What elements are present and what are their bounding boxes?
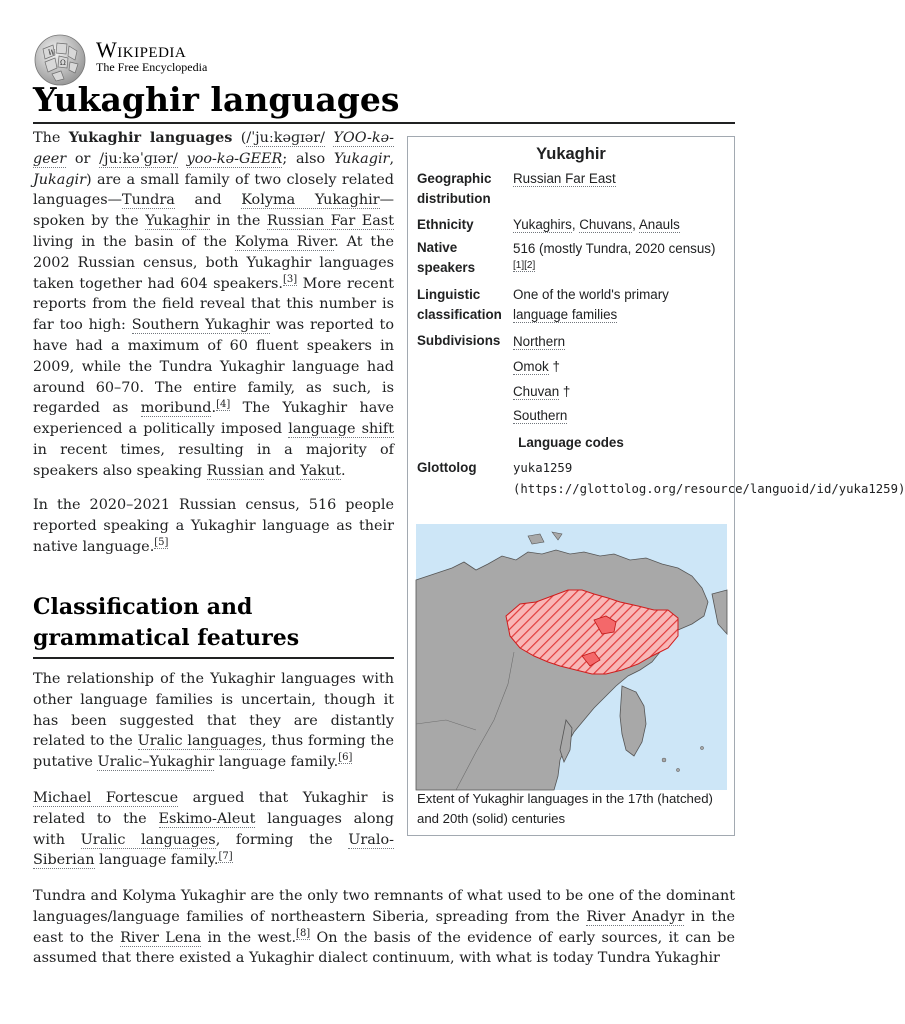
classification-paragraph-2: Michael Fortescue argued that Yukaghir is related to the Eskimo-Aleut languages along with Uralic languages, forming the Uralo-Siberian language family.[7]: [33, 790, 394, 869]
intro-paragraph: The Yukaghir languages (/ˈjuːkəɡɪər/ YOO-kə-geer or /juːkəˈɡɪər/ yoo-kə-GEER; also Yukagir, Jukagir) are a small family of two closely related languages—Tundra and Kolyma Yukaghir—spoken by the Yukaghir in the Russian Far East living in the basin of the Kolyma River. At the 2002 Russian census, both Yukaghir languages taken together had 604 speakers.[3] More recent reports from the field reveal that this number is far too high: Southern Yukaghir was reported to have had a maximum of 60 fluent speakers in 2009, while the Tundra Yukaghir language had around 60–70. The entire family, as such, is regarded as moribund.[4] The Yukaghir have experienced a politically imposed language shift in recent times, resulting in a majority of speakers also speaking Russian and Yakut.: [33, 129, 395, 479]
link-uralic-languages[interactable]: Uralic languages: [137, 733, 262, 750]
infobox-link-anauls[interactable]: Anauls: [638, 217, 680, 232]
infobox-link-chuvans[interactable]: Chuvans: [579, 217, 633, 232]
ipa-link-2[interactable]: /juːkəˈɡɪər/: [99, 150, 178, 167]
ref-4[interactable]: [4]: [216, 398, 231, 410]
link-yukaghir[interactable]: Yukaghir: [145, 213, 210, 230]
infobox-link-omok[interactable]: Omok: [513, 359, 549, 374]
link-kolyma-yukaghir[interactable]: Kolyma Yukaghir: [241, 192, 380, 209]
infobox-label-geographic: Geographic distribution: [417, 171, 492, 206]
respelling-link-1[interactable]: YOO-kə-geer: [33, 130, 394, 167]
infobox-label-glottolog: Glottolog: [417, 460, 477, 475]
infobox-label-classification: Linguistic classification: [417, 287, 502, 322]
section-heading: Classification and grammatical features: [33, 594, 300, 651]
page-title: Yukaghir languages: [33, 80, 400, 119]
classification-paragraph-1: The relationship of the Yukaghir languages with other language families is uncertain, though it has been suggested that they are distantly related to the Uralic languages, thus forming the putative Uralic–Yukaghir language family.[6]: [33, 671, 394, 771]
infobox: Yukaghir Geographic distribution Russian Far East Ethnicity Yukaghirs, Chuvans, Anauls Native speakers 516 (mostly Tundra, 2020 census)[1][2] Linguistic classification One of the world's primary language families Subdivisions Northern Omok † Chuvan † Southern Language codes Glottolog yuka1259 (https://glottolog.org/resource/languoid/id/yuka1259) Extent of Yukaghir languages in the 17th (hatched) and 20th (solid) centuries: [407, 136, 735, 836]
infobox-label-ethnicity: Ethnicity: [417, 217, 474, 232]
wikipedia-tagline: The Free Encyclopedia: [96, 60, 208, 74]
infobox-language-codes-header: Language codes: [518, 435, 624, 450]
infobox-link-language-families[interactable]: language families: [513, 307, 618, 322]
svg-text:Ω: Ω: [60, 59, 66, 67]
infobox-refs-1-2[interactable]: [1][2]: [513, 259, 536, 271]
wikipedia-wordmark[interactable]: Wikipedia: [96, 37, 187, 62]
link-michael-fortescue[interactable]: Michael Fortescue: [33, 790, 179, 806]
article-subject: Yukaghir languages: [68, 129, 233, 146]
history-paragraph: Tundra and Kolyma Yukaghir are the only two remnants of what used to be one of the dominant languages/language families of northeastern Siberia, spreading from the River Anadyr in the east to the River Lena in the west.[8] On the basis of the evidence of early sources, it can be assumed that there existed a Yukaghir dialect continuum, with what is today Tundra Yukaghir: [33, 888, 735, 967]
infobox-link-southern[interactable]: Southern: [513, 408, 568, 423]
link-yakut[interactable]: Yakut: [300, 462, 341, 479]
infobox-link-yukaghirs[interactable]: Yukaghirs: [513, 217, 572, 232]
link-uralic-yukaghir[interactable]: Uralic–Yukaghir: [97, 754, 215, 771]
link-uralo-siberian[interactable]: Uralo-Siberian: [33, 831, 394, 869]
ref-6[interactable]: [6]: [338, 752, 353, 764]
ipa-link-1[interactable]: /ˈjuːkəɡɪər/: [246, 130, 326, 146]
ref-8[interactable]: [8]: [296, 927, 311, 939]
link-moribund[interactable]: moribund: [140, 400, 212, 417]
section-divider: [33, 657, 394, 659]
infobox-native-speakers-value: 516 (mostly Tundra, 2020 census)[1][2]: [513, 241, 716, 271]
infobox-ethnicity-value: Yukaghirs, Chuvans, Anauls: [513, 217, 680, 232]
title-divider: [33, 122, 735, 124]
ref-3[interactable]: [3]: [282, 273, 298, 285]
infobox-link-russian-far-east[interactable]: Russian Far East: [513, 171, 616, 186]
map-caption: Extent of Yukaghir languages in the 17th (hatched) and 20th (solid) centuries: [417, 791, 713, 826]
infobox-title: Yukaghir: [536, 145, 606, 163]
link-southern-yukaghir[interactable]: Southern Yukaghir: [131, 317, 270, 334]
infobox-classification-value: One of the world's primary language families: [513, 287, 669, 322]
ref-5[interactable]: [5]: [154, 536, 169, 548]
link-russian-far-east[interactable]: Russian Far East: [266, 213, 394, 230]
link-eskimo-aleut[interactable]: Eskimo-Aleut: [158, 810, 256, 827]
yukaghir-extent-map[interactable]: [416, 524, 727, 790]
infobox-label-native-speakers: Native speakers: [417, 240, 476, 275]
respelling-link-2[interactable]: yoo-kə-GEER: [186, 150, 283, 167]
infobox-link-chuvan[interactable]: Chuvan: [513, 384, 560, 399]
link-language-shift[interactable]: language shift: [288, 421, 394, 438]
infobox-label-subdivisions: Subdivisions: [417, 333, 501, 348]
infobox-glottolog-link[interactable]: yuka1259 (https://glottolog.org/resource/languoid/id/yuka1259): [513, 461, 905, 496]
svg-text:W: W: [48, 49, 56, 57]
link-russian[interactable]: Russian: [206, 462, 264, 479]
link-kolyma-river[interactable]: Kolyma River: [234, 233, 335, 250]
census-paragraph: In the 2020–2021 Russian census, 516 people reported speaking a Yukaghir language as their native language.[5]: [33, 497, 394, 555]
infobox-link-northern[interactable]: Northern: [513, 334, 566, 349]
ref-7[interactable]: [7]: [218, 850, 233, 862]
link-river-anadyr[interactable]: River Anadyr: [586, 908, 685, 925]
link-river-lena[interactable]: River Lena: [120, 929, 202, 946]
link-uralic-languages-2[interactable]: Uralic languages: [80, 831, 216, 848]
link-tundra[interactable]: Tundra: [122, 192, 175, 209]
